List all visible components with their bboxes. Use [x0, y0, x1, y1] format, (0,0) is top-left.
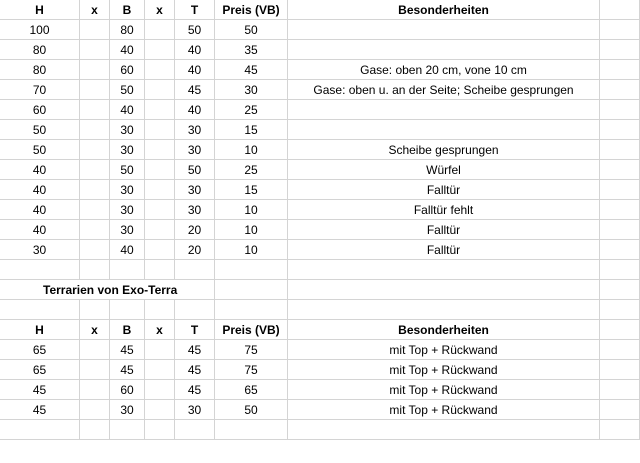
h-cell[interactable]: 80 — [0, 60, 80, 80]
price-cell[interactable]: 65 — [215, 380, 288, 400]
price-cell[interactable]: 10 — [215, 220, 288, 240]
x-cell[interactable] — [145, 220, 175, 240]
x-cell[interactable] — [80, 40, 110, 60]
b-cell[interactable]: 30 — [110, 140, 145, 160]
empty-cell[interactable] — [288, 280, 600, 300]
t-cell[interactable]: 30 — [175, 200, 215, 220]
t-cell[interactable]: 45 — [175, 380, 215, 400]
empty-cell[interactable] — [600, 160, 640, 180]
price-cell[interactable]: 50 — [215, 400, 288, 420]
notes-cell[interactable] — [288, 120, 600, 140]
h-cell[interactable]: 50 — [0, 140, 80, 160]
section-title[interactable]: Terrarien von Exo-Terra — [0, 280, 215, 300]
h-cell[interactable]: 45 — [0, 380, 80, 400]
empty-cell[interactable] — [145, 420, 175, 440]
t-cell[interactable]: 20 — [175, 240, 215, 260]
table-row — [0, 360, 640, 380]
empty-cell[interactable] — [600, 60, 640, 80]
price-cell[interactable]: 15 — [215, 180, 288, 200]
empty-cell[interactable] — [600, 100, 640, 120]
empty-cell[interactable] — [600, 0, 640, 20]
table-row — [0, 200, 640, 220]
column-header[interactable]: Besonderheiten — [288, 320, 600, 340]
h-cell[interactable]: 65 — [0, 360, 80, 380]
table-row — [0, 380, 640, 400]
h-cell[interactable]: 60 — [0, 100, 80, 120]
empty-cell[interactable] — [175, 420, 215, 440]
notes-cell[interactable]: mit Top + Rückwand — [288, 360, 600, 380]
column-header[interactable]: T — [175, 0, 215, 20]
notes-cell[interactable]: Falltür — [288, 220, 600, 240]
empty-cell[interactable] — [600, 400, 640, 420]
price-cell[interactable]: 35 — [215, 40, 288, 60]
column-header[interactable]: x — [145, 0, 175, 20]
empty-cell[interactable] — [80, 260, 110, 280]
notes-cell[interactable]: mit Top + Rückwand — [288, 380, 600, 400]
table-row — [0, 400, 640, 420]
empty-cell[interactable] — [288, 300, 600, 320]
t-cell[interactable]: 30 — [175, 120, 215, 140]
notes-cell[interactable]: Falltür fehlt — [288, 200, 600, 220]
notes-cell[interactable] — [288, 100, 600, 120]
table-row — [0, 80, 640, 100]
empty-row — [0, 300, 640, 320]
x-cell[interactable] — [145, 340, 175, 360]
column-header[interactable]: Besonderheiten — [288, 0, 600, 20]
price-cell[interactable]: 10 — [215, 140, 288, 160]
table-row — [0, 140, 640, 160]
h-cell[interactable]: 45 — [0, 400, 80, 420]
column-header[interactable]: Preis (VB) — [215, 0, 288, 20]
b-cell[interactable]: 40 — [110, 240, 145, 260]
x-cell[interactable] — [80, 400, 110, 420]
b-cell[interactable]: 30 — [110, 180, 145, 200]
empty-cell[interactable] — [600, 80, 640, 100]
b-cell[interactable]: 60 — [110, 380, 145, 400]
h-cell[interactable]: 100 — [0, 20, 80, 40]
table-row — [0, 340, 640, 360]
empty-cell[interactable] — [0, 260, 80, 280]
empty-cell[interactable] — [600, 380, 640, 400]
notes-cell[interactable]: Würfel — [288, 160, 600, 180]
empty-cell[interactable] — [288, 260, 600, 280]
empty-cell[interactable] — [600, 220, 640, 240]
t-cell[interactable]: 45 — [175, 360, 215, 380]
empty-cell[interactable] — [600, 300, 640, 320]
x-cell[interactable] — [80, 160, 110, 180]
x-cell[interactable] — [80, 60, 110, 80]
t-cell[interactable]: 45 — [175, 340, 215, 360]
t-cell[interactable]: 30 — [175, 180, 215, 200]
notes-cell[interactable]: mit Top + Rückwand — [288, 400, 600, 420]
x-cell[interactable] — [145, 120, 175, 140]
x-cell[interactable] — [80, 380, 110, 400]
header-row — [0, 0, 640, 20]
empty-cell[interactable] — [600, 280, 640, 300]
notes-cell[interactable]: Scheibe gesprungen — [288, 140, 600, 160]
x-cell[interactable] — [80, 360, 110, 380]
x-cell[interactable] — [145, 40, 175, 60]
h-cell[interactable]: 50 — [0, 120, 80, 140]
column-header[interactable]: H — [0, 0, 80, 20]
x-cell[interactable] — [145, 400, 175, 420]
x-cell[interactable] — [145, 200, 175, 220]
empty-cell[interactable] — [110, 420, 145, 440]
table-row — [0, 180, 640, 200]
empty-cell[interactable] — [600, 180, 640, 200]
b-cell[interactable]: 40 — [110, 40, 145, 60]
x-cell[interactable] — [145, 20, 175, 40]
x-cell[interactable] — [145, 140, 175, 160]
t-cell[interactable]: 40 — [175, 40, 215, 60]
t-cell[interactable]: 30 — [175, 140, 215, 160]
b-cell[interactable]: 30 — [110, 120, 145, 140]
b-cell[interactable]: 45 — [110, 340, 145, 360]
b-cell[interactable]: 45 — [110, 360, 145, 380]
h-cell[interactable]: 80 — [0, 40, 80, 60]
empty-row — [0, 260, 640, 280]
h-cell[interactable]: 40 — [0, 220, 80, 240]
price-cell[interactable]: 10 — [215, 200, 288, 220]
x-cell[interactable] — [145, 60, 175, 80]
empty-cell[interactable] — [0, 420, 80, 440]
empty-cell[interactable] — [288, 420, 600, 440]
empty-cell[interactable] — [145, 260, 175, 280]
b-cell[interactable]: 50 — [110, 160, 145, 180]
empty-cell[interactable] — [110, 260, 145, 280]
t-cell[interactable]: 20 — [175, 220, 215, 240]
column-header[interactable]: B — [110, 320, 145, 340]
notes-cell[interactable]: Falltür — [288, 240, 600, 260]
table-row — [0, 20, 640, 40]
empty-cell[interactable] — [215, 260, 288, 280]
notes-cell[interactable] — [288, 40, 600, 60]
price-cell[interactable]: 75 — [215, 340, 288, 360]
x-cell[interactable] — [145, 240, 175, 260]
h-cell[interactable]: 30 — [0, 240, 80, 260]
price-cell[interactable]: 25 — [215, 100, 288, 120]
t-cell[interactable]: 40 — [175, 100, 215, 120]
notes-cell[interactable] — [288, 20, 600, 40]
price-cell[interactable]: 50 — [215, 20, 288, 40]
price-cell[interactable]: 30 — [215, 80, 288, 100]
empty-cell[interactable] — [175, 260, 215, 280]
empty-cell[interactable] — [600, 260, 640, 280]
price-cell[interactable]: 75 — [215, 360, 288, 380]
column-header[interactable]: T — [175, 320, 215, 340]
x-cell[interactable] — [80, 80, 110, 100]
x-cell[interactable] — [80, 340, 110, 360]
x-cell[interactable] — [145, 360, 175, 380]
table-row — [0, 60, 640, 80]
empty-cell[interactable] — [600, 320, 640, 340]
x-cell[interactable] — [80, 140, 110, 160]
b-cell[interactable]: 30 — [110, 220, 145, 240]
empty-cell[interactable] — [215, 300, 288, 320]
empty-cell[interactable] — [600, 240, 640, 260]
empty-cell[interactable] — [110, 300, 145, 320]
table-row — [0, 160, 640, 180]
empty-cell[interactable] — [215, 280, 288, 300]
t-cell[interactable]: 30 — [175, 400, 215, 420]
t-cell[interactable]: 50 — [175, 20, 215, 40]
empty-cell[interactable] — [80, 300, 110, 320]
h-cell[interactable]: 40 — [0, 180, 80, 200]
table-row — [0, 40, 640, 60]
b-cell[interactable]: 40 — [110, 100, 145, 120]
price-cell[interactable]: 45 — [215, 60, 288, 80]
notes-cell[interactable]: Gase: oben u. an der Seite; Scheibe gesprungen — [288, 80, 600, 100]
x-cell[interactable] — [145, 180, 175, 200]
x-cell[interactable] — [145, 80, 175, 100]
empty-cell[interactable] — [600, 360, 640, 380]
column-header[interactable]: Preis (VB) — [215, 320, 288, 340]
empty-cell[interactable] — [215, 420, 288, 440]
empty-cell[interactable] — [145, 300, 175, 320]
empty-cell[interactable] — [600, 40, 640, 60]
empty-row — [0, 420, 640, 440]
column-header[interactable]: x — [80, 320, 110, 340]
empty-cell[interactable] — [600, 120, 640, 140]
x-cell[interactable] — [145, 100, 175, 120]
header-row — [0, 320, 640, 340]
empty-cell[interactable] — [175, 300, 215, 320]
b-cell[interactable]: 60 — [110, 60, 145, 80]
empty-cell[interactable] — [0, 300, 80, 320]
h-cell[interactable]: 65 — [0, 340, 80, 360]
x-cell[interactable] — [80, 240, 110, 260]
table-row — [0, 240, 640, 260]
b-cell[interactable]: 80 — [110, 20, 145, 40]
x-cell[interactable] — [80, 220, 110, 240]
t-cell[interactable]: 50 — [175, 160, 215, 180]
empty-cell[interactable] — [600, 340, 640, 360]
notes-cell[interactable]: mit Top + Rückwand — [288, 340, 600, 360]
empty-cell[interactable] — [600, 200, 640, 220]
b-cell[interactable]: 30 — [110, 200, 145, 220]
section-title-row — [0, 280, 640, 300]
x-cell[interactable] — [80, 200, 110, 220]
notes-cell[interactable]: Falltür — [288, 180, 600, 200]
price-cell[interactable]: 15 — [215, 120, 288, 140]
column-header[interactable]: H — [0, 320, 80, 340]
x-cell[interactable] — [80, 180, 110, 200]
column-header[interactable]: x — [80, 0, 110, 20]
price-cell[interactable]: 25 — [215, 160, 288, 180]
x-cell[interactable] — [80, 20, 110, 40]
column-header[interactable]: x — [145, 320, 175, 340]
column-header[interactable]: B — [110, 0, 145, 20]
x-cell[interactable] — [80, 120, 110, 140]
x-cell[interactable] — [80, 100, 110, 120]
notes-cell[interactable]: Gase: oben 20 cm, vone 10 cm — [288, 60, 600, 80]
x-cell[interactable] — [145, 160, 175, 180]
empty-cell[interactable] — [600, 420, 640, 440]
t-cell[interactable]: 45 — [175, 80, 215, 100]
empty-cell[interactable] — [600, 20, 640, 40]
empty-cell[interactable] — [600, 140, 640, 160]
t-cell[interactable]: 40 — [175, 60, 215, 80]
table-row — [0, 100, 640, 120]
x-cell[interactable] — [145, 380, 175, 400]
table-row — [0, 120, 640, 140]
price-cell[interactable]: 10 — [215, 240, 288, 260]
h-cell[interactable]: 70 — [0, 80, 80, 100]
b-cell[interactable]: 50 — [110, 80, 145, 100]
b-cell[interactable]: 30 — [110, 400, 145, 420]
table-row — [0, 220, 640, 240]
empty-cell[interactable] — [80, 420, 110, 440]
h-cell[interactable]: 40 — [0, 160, 80, 180]
h-cell[interactable]: 40 — [0, 200, 80, 220]
